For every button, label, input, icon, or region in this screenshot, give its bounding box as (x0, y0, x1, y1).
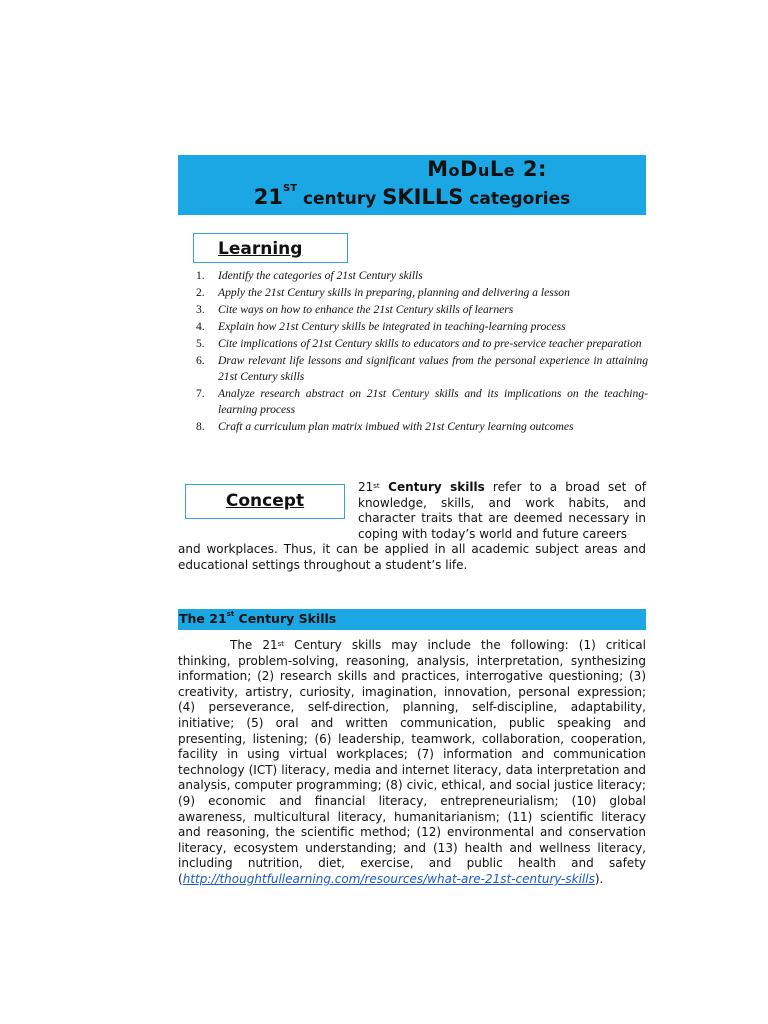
learning-objective (196, 319, 648, 335)
skills-paragraph (178, 638, 646, 888)
learning-objective (196, 386, 648, 417)
learning-label: Learning (193, 233, 348, 263)
module-title-banner (178, 155, 646, 215)
objective-number: 7. (196, 387, 205, 401)
title-char: u (477, 161, 490, 180)
title-char: L (489, 157, 504, 181)
skills-body-sup: st (277, 640, 285, 648)
learning-objective (196, 285, 648, 301)
objective-number: 1. (196, 269, 205, 282)
subtitle-skills: SKILLS (382, 185, 464, 209)
subtitle-categories: categories (463, 189, 571, 209)
objective-number: 8. (196, 419, 205, 433)
module-title (178, 157, 646, 181)
concept-text (358, 480, 646, 542)
objective-text: Apply the 21st Century skills in preparing, planning and delivering a lesson (218, 286, 570, 300)
objective-number: 6. (196, 354, 205, 368)
objective-text: Analyze research abstract on 21st Century skills and its implications on the teaching-learning process (218, 387, 648, 416)
learning-objective (196, 419, 648, 435)
skills-heading-sup: st (226, 610, 235, 618)
title-char: o (448, 161, 460, 180)
skills-heading (179, 611, 336, 626)
module-subtitle (178, 185, 646, 209)
skills-body-prefix: The 21 (230, 638, 278, 652)
reference-link[interactable]: http://thoughtfullearning.com/resources/what-are-21st-century-skills (182, 871, 595, 886)
concept-right-text: refer to a broad set of knowledge, skills, and work habits, and character traits that are deemed necessary in coping with today’s world and future careers (358, 480, 647, 541)
concept-lead-number: 21 (358, 480, 374, 494)
objective-text: Cite implications of 21st Century skills to educators and to pre-service teacher preparation (218, 337, 642, 351)
objective-number: 4. (196, 320, 205, 334)
subtitle-century: century (297, 189, 383, 209)
learning-objectives-list (196, 268, 648, 436)
subtitle-sup: ST (283, 183, 298, 194)
objective-text: Explain how 21st Century skills be integrated in teaching-learning process (218, 320, 566, 334)
concept-label: Concept (185, 484, 345, 519)
objective-number: 3. (196, 303, 205, 317)
title-char: M (427, 157, 449, 181)
concept-lead-sup: st (373, 482, 380, 490)
title-char: e (503, 161, 516, 180)
objective-text: Identify the categories of 21st Century skills (218, 269, 423, 282)
close-paren: ). (594, 871, 604, 886)
skills-heading-prefix: The 21 (179, 611, 227, 626)
subtitle-number: 21 (253, 185, 283, 209)
module-number: 2: (515, 157, 547, 181)
objective-text: Craft a curriculum plan matrix imbued with 21st Century learning outcomes (218, 419, 574, 433)
objective-number: 5. (196, 337, 205, 351)
objective-number: 2. (196, 286, 205, 300)
learning-objective (196, 268, 648, 284)
concept-continued-text: and workplaces. Thus, it can be applied in all academic subject areas and educational settings throughout a student’s life. (178, 542, 646, 572)
objective-text: Draw relevant life lessons and significant values from the personal experience in attaining 21st Century skills (218, 354, 648, 384)
concept-lead-bold: Century skills (379, 480, 485, 494)
title-char: D (460, 157, 478, 181)
learning-objective (196, 302, 648, 318)
skills-heading-suffix: Century Skills (234, 611, 337, 626)
learning-objective (196, 353, 648, 384)
objective-text: Cite ways on how to enhance the 21st Century skills of learners (218, 303, 514, 317)
skills-body-text: Century skills may include the following: (1) critical thinking, problem-solving, reasoning, analysis, interpretation, synthesizing information; (2) research skills and practices, interrogative questioning; (3) creativity, artistry, curiosity, imagination, innovation, personal expression; (4) perseverance, self-direction, planning, self-discipline, adaptability, initiative; (5) oral and written communication, public speaking and presenting, listening; (6) leadership, teamwork, collaboration, cooperation, facility in using virtual workplaces; (7) information and communication technology (ICT) literacy, media and internet literacy, data interpretation and analysis, computer programming; (8) civic, ethical, and social justice literacy; (9) economic and financial literacy, entrepreneurialism; (10) global awareness, multicultural literacy, humanitarianism; (11) scientific literacy and reasoning, the scientific method; (12) environmental and conservation literacy, ecosystem understanding; and (13) health and wellness literacy, including nutrition, diet, exercise, and public health and safety (178, 638, 646, 871)
open-paren: ( (178, 871, 183, 886)
learning-objective (196, 336, 648, 352)
